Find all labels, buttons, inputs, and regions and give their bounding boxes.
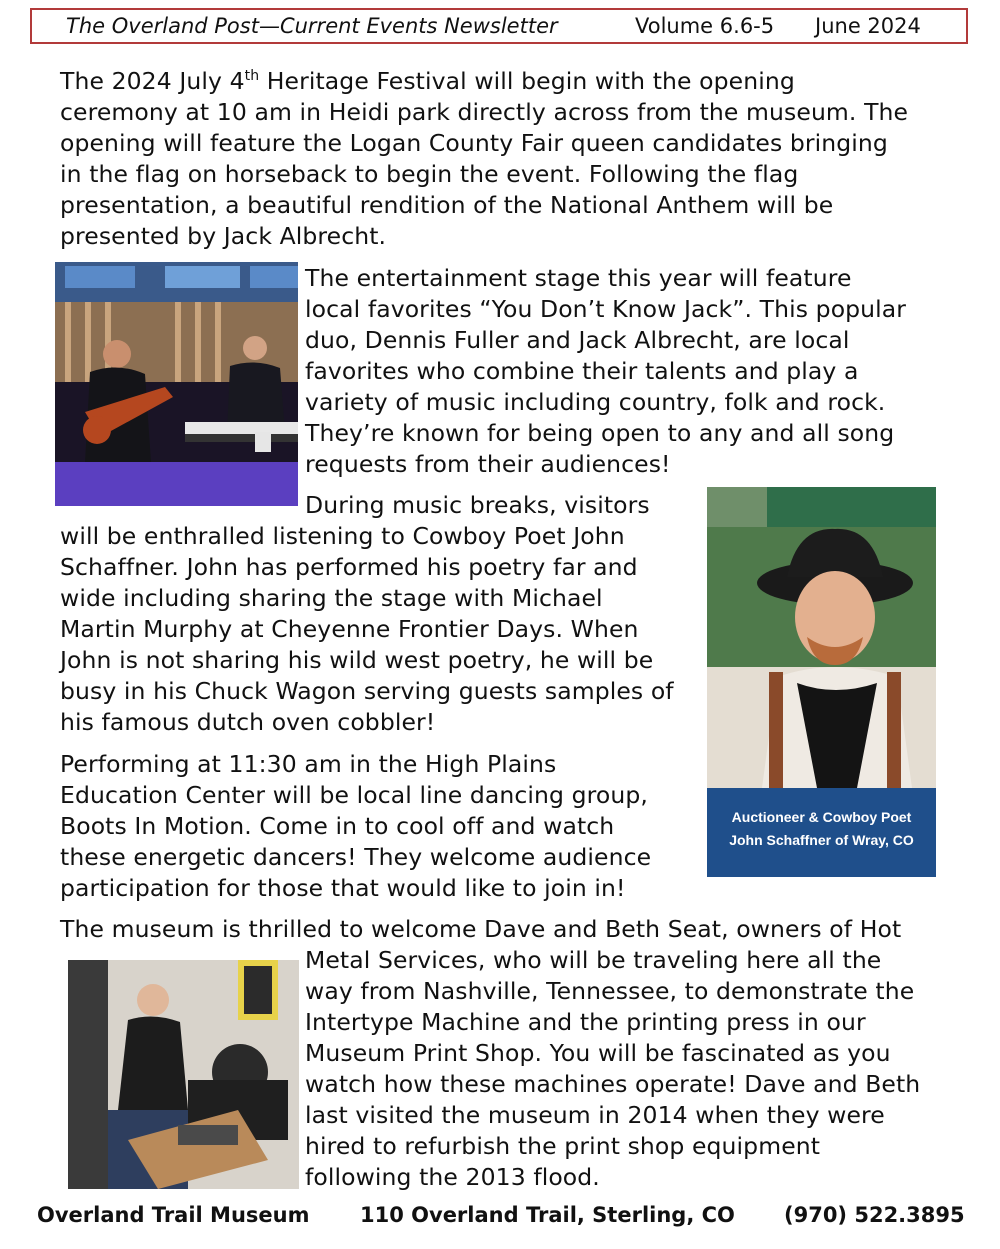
text-line: last visited the museum in 2014 when they were xyxy=(305,1101,885,1129)
text-line: Schaffner. John has performed his poetry far and xyxy=(60,553,638,581)
cowboy-poet-image xyxy=(707,487,936,788)
text-line: watch how these machines operate! Dave and Beth xyxy=(305,1070,921,1098)
festival-intro-paragraph xyxy=(60,66,908,252)
text-line: way from Nashville, Tennessee, to demonstrate the xyxy=(305,977,915,1005)
caption-line-2: John Schaffner of Wray, CO xyxy=(729,832,914,848)
footer-museum-name: Overland Trail Museum xyxy=(37,1203,310,1227)
text-line: presented by Jack Albrecht. xyxy=(60,222,387,250)
volume-number: Volume 6.6-5 xyxy=(635,14,775,38)
text-line: in the flag on horseback to begin the event. Following the flag xyxy=(60,160,799,188)
text-line: busy in his Chuck Wagon serving guests samples of xyxy=(60,677,674,705)
text-line: presentation, a beautiful rendition of the National Anthem will be xyxy=(60,191,834,219)
text-line: wide including sharing the stage with Michael xyxy=(60,584,603,612)
text-line: Metal Services, who will be traveling here all the xyxy=(305,946,882,974)
text-line: duo, Dennis Fuller and Jack Albrecht, are local xyxy=(305,326,850,354)
footer-phone: (970) 522.3895 xyxy=(784,1203,965,1227)
text-line: local favorites “You Don’t Know Jack”. This popular xyxy=(305,295,907,323)
text-line: The entertainment stage this year will feature xyxy=(305,264,852,292)
text-line: hired to refurbish the print shop equipment xyxy=(305,1132,821,1160)
print-shop-paragraph xyxy=(60,914,901,945)
print-shop-image xyxy=(68,960,299,1189)
entertainment-paragraph xyxy=(305,263,906,480)
text-line: Education Center will be local line dancing group, xyxy=(60,781,648,809)
text-line: his famous dutch oven cobbler! xyxy=(60,708,436,736)
newsletter-header xyxy=(30,8,968,44)
text-line: will be enthralled listening to Cowboy Poet John xyxy=(60,522,625,550)
intro-line1-rest: Heritage Festival will begin with the opening xyxy=(259,67,795,95)
text-line: favorites who combine their talents and play a xyxy=(305,357,859,385)
text-line: Martin Murphy at Cheyenne Frontier Days. When xyxy=(60,615,639,643)
line-dancing-paragraph xyxy=(60,749,651,904)
text-line: John is not sharing his wild west poetry, he will be xyxy=(60,646,654,674)
text-line: Museum Print Shop. You will be fascinated as you xyxy=(305,1039,891,1067)
print-shop-photo xyxy=(68,960,299,1189)
text-line: Intertype Machine and the printing press in our xyxy=(305,1008,866,1036)
text-line: opening will feature the Logan County Fair queen candidates bringing xyxy=(60,129,888,157)
text-line: The museum is thrilled to welcome Dave and Beth Seat, owners of Hot xyxy=(60,915,902,943)
ordinal-suffix: th xyxy=(244,68,260,85)
footer-address: 110 Overland Trail, Sterling, CO xyxy=(360,1203,735,1227)
text-line: following the 2013 flood. xyxy=(305,1163,600,1191)
cowboy-poet-photo xyxy=(707,487,936,788)
text-line: Performing at 11:30 am in the High Plains xyxy=(60,750,557,778)
text-line: Boots In Motion. Come in to cool off and watch xyxy=(60,812,615,840)
print-shop-paragraph-cont xyxy=(305,945,920,1193)
caption-line-1: Auctioneer & Cowboy Poet xyxy=(731,809,912,825)
text-line: During music breaks, visitors xyxy=(305,491,650,519)
text-line: ceremony at 10 am in Heidi park directly across from the museum. The xyxy=(60,98,909,126)
band-photo-image xyxy=(55,262,298,506)
photo-caption xyxy=(707,788,936,877)
band-photo xyxy=(55,262,298,506)
text-line: They’re known for being open to any and all song xyxy=(305,419,895,447)
newsletter-title: The Overland Post—Current Events Newsletter xyxy=(66,14,558,38)
newsletter-footer xyxy=(0,1203,1000,1235)
cowboy-poet-paragraph xyxy=(60,490,674,738)
text-line: participation for those that would like to join in! xyxy=(60,874,626,902)
intro-lead: The 2024 July 4 xyxy=(60,67,245,95)
text-line: these energetic dancers! They welcome audience xyxy=(60,843,652,871)
issue-date: June 2024 xyxy=(815,14,921,38)
text-line: variety of music including country, folk and rock. xyxy=(305,388,886,416)
text-line: requests from their audiences! xyxy=(305,450,671,478)
